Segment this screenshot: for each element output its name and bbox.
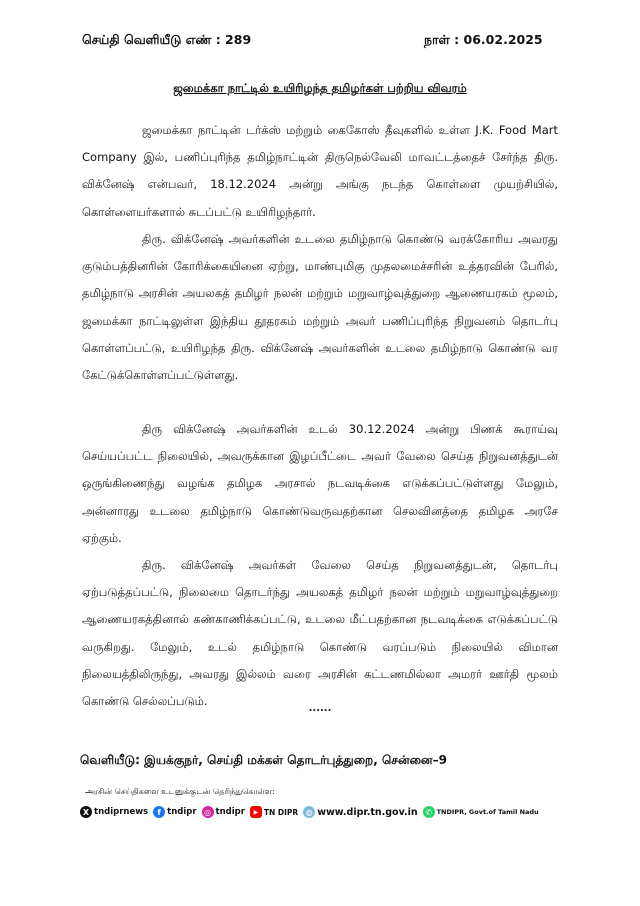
issued-by: வெளியீடு: இயக்குநர், செய்தி மக்கள் தொடர்புத்துறை, சென்னை–9 bbox=[80, 753, 447, 767]
social-instagram[interactable] bbox=[202, 806, 245, 818]
social-label: tndiprnews bbox=[94, 807, 149, 817]
social-label: TN DIPR bbox=[263, 807, 299, 817]
youtube-icon: ▶ bbox=[250, 806, 262, 818]
paragraph-text: ஜமைக்கா நாட்டின் டர்க்ஸ் மற்றும் கைகோஸ் தீவுகளில் உள்ள J.K. Food Mart Company இல், பணிப்புரிந்த தமிழ்நாட்டின் திருநெல்வேலி மாவட்டத்தைச் சேர்ந்த திரு. விக்னேஷ் என்பவர், 18.12.2024 அன்று அங்கு நடந்த கொள்ளை முயற்சியில், கொள்ளையர்களால் சுடப்பட்டு உயிரிழந்தார். bbox=[82, 123, 558, 219]
social-x[interactable] bbox=[80, 806, 148, 818]
whatsapp-icon: ✆ bbox=[423, 806, 435, 818]
facebook-icon: f bbox=[153, 806, 165, 818]
paragraph-4 bbox=[82, 552, 558, 715]
paragraph-text: திரு. விக்னேஷ் அவர்கள் வேலை செய்த நிறுவனத்துடன், தொடர்பு ஏற்படுத்தப்பட்டு, நிலைமை தொடர்ந்து அயலகத் தமிழர் நலன் மற்றும் மறுவாழ்வுத்துறை ஆணையரகத்தினால் கண்காணிக்கப்பட்டு, உடலை மீட்பதற்கான நடவடிக்கை எடுக்கப்பட்டு வருகிறது. மேலும், உடல் தமிழ்நாடு கொண்டு வரப்படும் நிலையில் விமான நிலையத்திலிருந்து, அவரது இல்லம் வரை அரசின் கட்டணமில்லா அமரர் ஊர்தி மூலம் கொண்டு செல்லப்படும். bbox=[82, 558, 558, 709]
globe-icon: ◍ bbox=[303, 806, 315, 818]
social-label: tndipr bbox=[167, 807, 197, 817]
social-whatsapp[interactable] bbox=[423, 806, 539, 818]
social-label: tndipr bbox=[215, 807, 245, 817]
social-label: www.dipr.tn.gov.in bbox=[317, 806, 418, 818]
paragraph-text: திரு. விக்னேஷ் அவர்களின் உடலை தமிழ்நாடு கொண்டு வரக்கோரிய அவரது குடும்பத்தினரின் கோரிக்கையினை ஏற்று, மாண்புமிகு முதலமைச்சரின் உத்தரவின் பேரில், தமிழ்நாடு அரசின் அயலகத் தமிழர் நலன் மற்றும் மறுவாழ்வுத்துறை ஆணையரகம் மூலம், ஜமைக்கா நாட்டிலுள்ள இந்திய தூதரகம் மற்றும் அவர் பணிப்புரிந்த நிறுவனம் தொடர்பு கொள்ளப்பட்டு, உயிரிழந்த திரு. விக்னேஷ் அவர்களின் உடலை தமிழ்நாடு கொண்டு வர கேட்டுக்கொள்ளப்பட்டுள்ளது. bbox=[82, 232, 558, 383]
social-links bbox=[80, 806, 541, 818]
instagram-icon: ◎ bbox=[202, 806, 214, 818]
release-date: நாள் : 06.02.2025 bbox=[424, 32, 543, 47]
paragraph-3 bbox=[82, 416, 558, 552]
paragraph-2 bbox=[82, 226, 558, 389]
follow-text: அரசின் செய்திகளை உடனுக்குடன் தெரிந்துகொள்ள: bbox=[85, 787, 275, 796]
release-number: செய்தி வெளியீடு எண் : 289 bbox=[82, 32, 252, 47]
paragraph-text: திரு விக்னேஷ் அவர்களின் உடல் 30.12.2024 அன்று பிணக் கூராய்வு செய்யப்பட்ட நிலையில், அவருக்கான இழப்பீட்டை அவர் வேலை செய்த நிறுவனத்துடன் ஒருங்கிணைந்து வழங்க தமிழக அரசால் நடவடிக்கை எடுக்கப்பட்டுள்ளது மேலும், அன்னாரது உடலை தமிழ்நாடு கொண்டுவருவதற்கான செலவினத்தை தமிழக அரசே ஏற்கும். bbox=[82, 422, 558, 545]
document-title: ஜமைக்கா நாட்டில் உயிரிழந்த தமிழர்கள் பற்றிய விவரம் bbox=[173, 81, 467, 95]
social-website[interactable] bbox=[303, 806, 417, 818]
end-separator: ...... bbox=[308, 703, 332, 714]
x-icon: X bbox=[80, 806, 92, 818]
social-youtube[interactable] bbox=[250, 806, 298, 818]
social-facebook[interactable] bbox=[153, 806, 196, 818]
paragraph-1 bbox=[82, 117, 558, 226]
social-label: TNDIPR, Govt.of Tamil Nadu bbox=[436, 808, 539, 816]
